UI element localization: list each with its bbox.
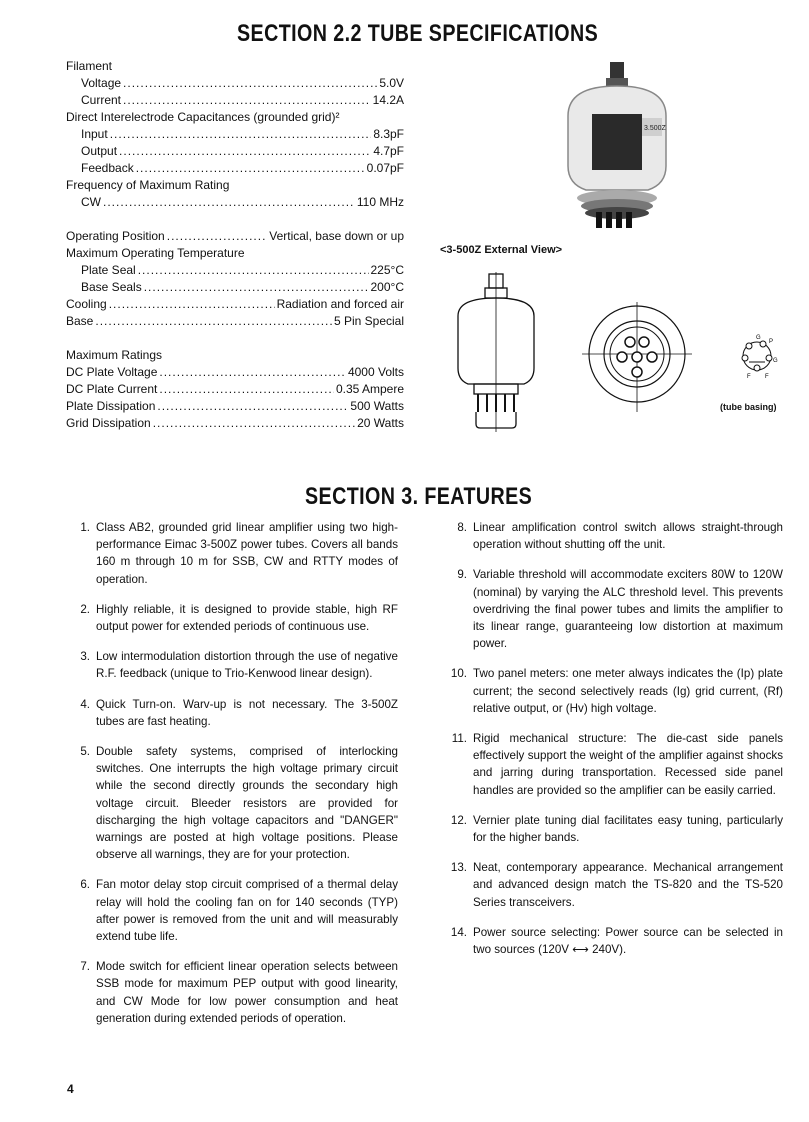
feature-item (445, 665, 783, 717)
spec-row-operating-position: Operating Position ..... Vertical, base down or up (66, 228, 404, 245)
feature-number: 3. (80, 650, 90, 664)
basing-caption: (tube basing) (720, 402, 777, 412)
tube-photo (558, 56, 678, 228)
feature-item (68, 696, 398, 730)
filament-heading: Filament (66, 59, 113, 73)
tube-base-view (582, 302, 692, 412)
feature-number: 4. (80, 697, 90, 711)
section-3-title: SECTION 3. FEATURES (305, 483, 533, 510)
feature-number: 8. (457, 521, 467, 534)
tube-outline-drawing (446, 272, 546, 432)
features-right-column (445, 519, 783, 971)
feature-item (445, 519, 783, 553)
feature-number: 7. (80, 960, 90, 974)
feature-text: Class AB2, grounded grid linear amplifier using two high-performance Eimac 3-500Z power tubes. Covers all bands 160 m through 10 m for SSB, CW and RTTY modes of operation. (96, 521, 398, 586)
feature-item (445, 812, 783, 846)
features-left-column (68, 519, 398, 1040)
spec-row-dc-plate-voltage: DC Plate Voltage ..... 4000 Volts (66, 364, 404, 381)
feature-number: 11. (451, 732, 467, 746)
spec-row-dc-plate-current: DC Plate Current ..... 0.35 Ampere (66, 381, 404, 398)
feature-number: 1. (80, 521, 90, 534)
feature-item (445, 859, 783, 911)
frequency-heading: Frequency of Maximum Rating (66, 178, 230, 192)
pin-label: G (773, 358, 778, 364)
feature-item (68, 743, 398, 863)
feature-number: 6. (80, 878, 90, 892)
pin-label: P (769, 339, 774, 345)
tube-basing-diagram (727, 332, 787, 386)
feature-text: Highly reliable, it is designed to provide stable, high RF output power for extended periods of continuous use. (96, 602, 398, 634)
spec-row-grid-dissipation: Grid Dissipation ..... 20 Watts (66, 415, 404, 432)
spec-row-voltage: Voltage ..... 5.0V (66, 75, 404, 92)
pin-label: F (765, 374, 769, 380)
spec-row-current: Current ..... 14.2A (66, 92, 404, 109)
feature-number: 13. (450, 861, 467, 875)
feature-item (68, 876, 398, 945)
spec-row-plate-seal: Plate Seal ..... 225°C (66, 262, 404, 279)
spec-row-base-seals: Base Seals ..... 200°C (66, 279, 404, 296)
feature-text: Rigid mechanical structure: The die-cast side panels effectively support the weight of the amplifier against shocks and jarring during transportation. Recessed side panel handles are provided so the amplifier can be easily carried. (473, 732, 783, 797)
spec-row-base: Base ..... 5 Pin Special (66, 313, 404, 330)
pin-label: F (747, 374, 751, 380)
feature-text: Low intermodulation distortion through the use of negative R.F. feedback (unique to Trio-Kenwood linear design). (96, 650, 398, 681)
feature-number: 14. (450, 925, 467, 939)
feature-number: 12. (450, 813, 467, 827)
feature-number: 10. (450, 667, 467, 681)
feature-item (445, 566, 783, 652)
feature-text: Quick Turn-on. Warv-up is not necessary. The 3-500Z tubes are fast heating. (96, 697, 398, 728)
feature-text: Vernier plate tuning dial facilitates easy tuning, particularly for the higher bands. (473, 813, 783, 845)
feature-text: Neat, contemporary appearance. Mechanical arrangement and advanced design match the TS-820 and the TS-520 Series transceivers. (473, 861, 783, 909)
pin-label: G (756, 335, 761, 341)
feature-item (68, 648, 398, 682)
feature-text: Mode switch for efficient linear operation selects between SSB mode for maximum PEP output with good linearity, and CW Mode for low power consumption and heat generation during extended periods of operation. (96, 960, 398, 1025)
feature-number: 9. (457, 568, 467, 582)
feature-text: Variable threshold will accommodate exciters 80W to 120W (nominal) by varying the ALC threshold level. This prevents overdriving the final power tubes and limits the amplifier to its linear range, guaranteeing low distortion at maximum power. (473, 568, 783, 651)
feature-text: Power source selecting: Power source can be selected in two sources (120V ⟷ 240V). (473, 925, 783, 957)
page-number: 4 (67, 1082, 74, 1096)
spec-row-feedback: Feedback ..... 0.07pF (66, 160, 404, 177)
spec-row-cooling: Cooling ..... Radiation and forced air (66, 296, 404, 313)
section-2-2-title: SECTION 2.2 TUBE SPECIFICATIONS (237, 20, 599, 47)
external-view-caption: <3-500Z External View> (440, 244, 563, 256)
feature-item (68, 601, 398, 635)
spec-row-output: Output ..... 4.7pF (66, 143, 404, 160)
capacitance-heading: Direct Interelectrode Capacitances (grounded grid)² (66, 110, 340, 124)
feature-text: Two panel meters: one meter always indicates the (Ip) plate current; the second selectively reads (Ig) grid current, (Rf) relative output, or (Hv) high voltage. (473, 667, 783, 715)
feature-text: Fan motor delay stop circuit comprised of a thermal delay relay will hold the cooling fan on for 140 seconds (TYP) after power is removed from the unit and will measurably extend tube life. (96, 878, 398, 944)
feature-item (445, 730, 783, 799)
spec-row-plate-dissipation: Plate Dissipation ..... 500 Watts (66, 398, 404, 415)
temperature-heading: Maximum Operating Temperature (66, 246, 245, 260)
feature-text: Linear amplification control switch allows straight-through operation without shutting off the unit. (473, 521, 783, 552)
feature-text: Double safety systems, comprised of interlocking switches. One interrupts the high voltage primary circuit while the second directly grounds the secondary high voltage circuit. Bleeder resistors are provided for discharging the high voltage capacitors and "DANGER" warnings are posted at high voltage positions. Please observe all warnings, they are for your protection. (96, 745, 398, 862)
tube-marking: 3.500Z (644, 125, 666, 132)
feature-item (68, 958, 398, 1027)
feature-number: 2. (80, 602, 90, 616)
spec-row-input: Input ..... 8.3pF (66, 126, 404, 143)
spec-table (66, 58, 404, 432)
ratings-heading: Maximum Ratings (66, 348, 163, 362)
feature-item (445, 924, 783, 958)
feature-item (68, 519, 398, 588)
feature-number: 5. (80, 745, 90, 759)
spec-row-cw: CW ..... 110 MHz (66, 194, 404, 211)
